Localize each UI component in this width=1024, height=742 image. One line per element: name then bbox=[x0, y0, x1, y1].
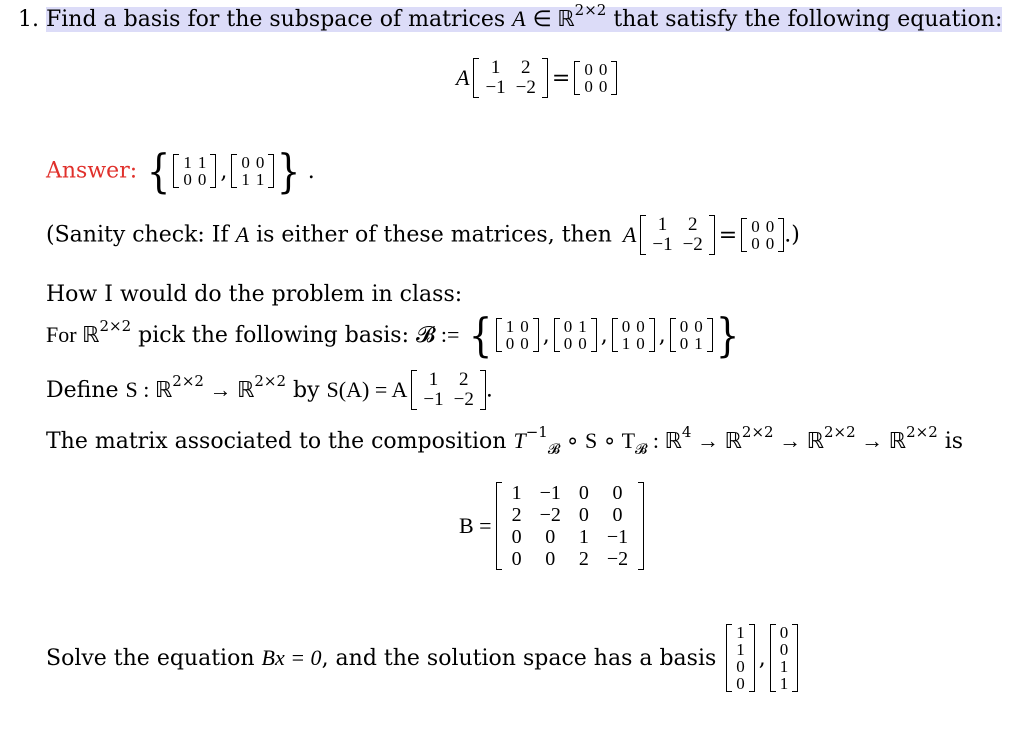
cell: 0 bbox=[584, 60, 593, 79]
cell: 0 bbox=[765, 217, 775, 236]
cell: 0 bbox=[578, 504, 589, 526]
define-arrow: → ℝ bbox=[203, 377, 255, 402]
cell: −2 bbox=[515, 77, 536, 98]
cell: 0 bbox=[779, 640, 789, 659]
cell: 0 bbox=[751, 234, 760, 253]
cell: 0 bbox=[563, 334, 573, 353]
left-brace: { bbox=[469, 308, 493, 362]
cell: 0 bbox=[563, 317, 573, 336]
define-period: . bbox=[485, 377, 493, 403]
basis-matrix-3 bbox=[612, 318, 655, 352]
cell: 2 bbox=[458, 369, 469, 390]
chain-exp2: 2×2 bbox=[741, 422, 774, 441]
cell: −1 bbox=[485, 77, 506, 98]
cell: −2 bbox=[606, 548, 629, 570]
statement-exp: 2×2 bbox=[574, 0, 607, 19]
cell: 0 bbox=[779, 623, 789, 642]
sanity-rhs-matrix bbox=[741, 218, 784, 252]
cell: 2 bbox=[687, 214, 698, 235]
cell: 0 bbox=[545, 548, 556, 570]
cell: 0 bbox=[520, 317, 529, 336]
solve-text bbox=[46, 646, 716, 671]
define-text bbox=[46, 371, 408, 403]
cell: 0 bbox=[598, 77, 608, 96]
cell: 1 bbox=[183, 153, 192, 172]
comma: , bbox=[758, 645, 766, 671]
b-matrix bbox=[496, 482, 645, 570]
composition-pre: The matrix associated to the composition bbox=[46, 429, 514, 454]
cell: 0 bbox=[636, 334, 645, 353]
cell: 1 bbox=[779, 657, 789, 676]
cell: 0 bbox=[505, 334, 515, 353]
define-exp1: 2×2 bbox=[172, 371, 204, 390]
define-rule: S(A) = A bbox=[326, 377, 408, 402]
composition-t-sub: 𝓑 bbox=[547, 441, 561, 458]
statement-pre: Find a basis for the subspace of matrices bbox=[46, 7, 513, 32]
composition-chain4: → ℝ bbox=[855, 428, 907, 453]
sanity-lhs-var: A bbox=[622, 222, 637, 247]
eq-rhs-matrix bbox=[574, 61, 617, 95]
composition-expr2-sub: 𝓑 bbox=[635, 441, 648, 458]
cell: 1 bbox=[578, 526, 589, 548]
statement-var: A bbox=[512, 6, 526, 31]
cell: −2 bbox=[539, 504, 561, 526]
cell: 2 bbox=[521, 57, 531, 78]
comma: , bbox=[542, 322, 550, 348]
composition-line bbox=[46, 422, 964, 458]
cell: 0 bbox=[545, 526, 556, 548]
solve-line bbox=[46, 624, 798, 692]
main-equation bbox=[452, 58, 617, 98]
define-pre: Define bbox=[46, 378, 126, 403]
cell: 1 bbox=[490, 57, 501, 78]
sanity-pre: (Sanity check: If bbox=[46, 222, 236, 248]
cell: 0 bbox=[612, 482, 623, 504]
cell: 1 bbox=[736, 640, 745, 659]
cell: 2 bbox=[578, 548, 589, 570]
cell: 0 bbox=[612, 504, 623, 526]
basis-pre: For ℝ bbox=[46, 322, 100, 347]
right-brace: } bbox=[277, 144, 301, 198]
sanity-mid: is either of these matrices, then bbox=[249, 222, 619, 248]
comma: , bbox=[600, 322, 608, 348]
cell: 0 bbox=[578, 334, 587, 353]
cell: 0 bbox=[520, 334, 529, 353]
cell: 1 bbox=[511, 482, 522, 504]
statement-in: ∈ ℝ bbox=[532, 6, 575, 31]
basis-matrix-4 bbox=[670, 318, 713, 352]
cell: 1 bbox=[657, 214, 668, 235]
cell: 0 bbox=[598, 60, 608, 79]
basis-mid: pick the following basis: bbox=[131, 323, 416, 348]
answer-matrix-1 bbox=[173, 154, 216, 188]
cell: −1 bbox=[539, 482, 561, 504]
answer-period: . bbox=[307, 158, 315, 184]
left-brace: { bbox=[147, 144, 171, 198]
b-matrix-block bbox=[455, 482, 644, 570]
cell: 0 bbox=[765, 234, 775, 253]
basis-text bbox=[46, 316, 460, 348]
sanity-equals: = bbox=[718, 222, 738, 248]
define-by: by bbox=[286, 378, 327, 403]
composition-expr2: ∘ S ∘ T bbox=[560, 428, 636, 453]
cell: 0 bbox=[511, 548, 522, 570]
cell: 1 bbox=[428, 369, 439, 390]
cell: 0 bbox=[751, 217, 760, 236]
cell: 1 bbox=[505, 317, 515, 336]
cell: 0 bbox=[736, 657, 745, 676]
define-map: S : ℝ bbox=[125, 377, 173, 402]
eq-equals: = bbox=[551, 65, 571, 91]
basis-line bbox=[46, 308, 742, 362]
composition-chain: : ℝ bbox=[647, 428, 682, 453]
cell: 1 bbox=[255, 170, 265, 189]
cell: −1 bbox=[652, 234, 673, 255]
cell: 1 bbox=[694, 334, 703, 353]
eq-lhs-var: A bbox=[456, 65, 470, 90]
cell: 1 bbox=[779, 674, 789, 693]
composition-t-sup: −1 bbox=[525, 422, 548, 441]
right-brace: } bbox=[715, 308, 740, 362]
cell: 0 bbox=[621, 317, 631, 336]
sanity-coef-matrix bbox=[640, 215, 714, 255]
cell: 1 bbox=[736, 623, 745, 642]
solve-eq: Bx = 0 bbox=[261, 645, 322, 670]
comma: , bbox=[658, 322, 666, 348]
answer-label: Answer: bbox=[46, 158, 138, 184]
eq-coef-matrix bbox=[473, 58, 547, 98]
chain-exp1: 4 bbox=[681, 422, 692, 441]
b-matrix-label: B = bbox=[459, 513, 492, 538]
define-line bbox=[46, 370, 493, 410]
cell: 1 bbox=[578, 317, 587, 336]
solution-vector-1 bbox=[726, 624, 755, 692]
problem-statement bbox=[18, 0, 1003, 32]
answer-matrix-2 bbox=[231, 154, 274, 188]
cell: 0 bbox=[679, 334, 689, 353]
solve-pre: Solve the equation bbox=[46, 646, 262, 671]
define-exp2: 2×2 bbox=[254, 371, 287, 390]
cell: 0 bbox=[679, 317, 689, 336]
chain-exp4: 2×2 bbox=[906, 422, 938, 441]
cell: 1 bbox=[241, 170, 250, 189]
class-heading: How I would do the problem in class: bbox=[46, 282, 463, 307]
cell: 0 bbox=[636, 317, 645, 336]
composition-post: is bbox=[937, 429, 964, 454]
cell: 0 bbox=[241, 153, 250, 172]
composition-t: T bbox=[513, 428, 526, 453]
basis-matrix-1 bbox=[496, 318, 539, 352]
answer-line bbox=[46, 144, 319, 198]
cell: 2 bbox=[511, 504, 522, 526]
comma: , bbox=[220, 158, 228, 184]
cell: 1 bbox=[197, 153, 207, 172]
cell: 0 bbox=[578, 482, 589, 504]
statement-post: that satisfy the following equation: bbox=[606, 7, 1003, 32]
cell: 0 bbox=[736, 674, 745, 693]
define-coef-matrix bbox=[411, 370, 485, 410]
solve-post: , and the solution space has a basis bbox=[321, 646, 717, 671]
problem-number: 1. bbox=[18, 7, 39, 32]
solution-vector-2 bbox=[770, 624, 799, 692]
cell: 0 bbox=[694, 317, 703, 336]
cell: 1 bbox=[621, 334, 631, 353]
sanity-close: .) bbox=[784, 222, 800, 248]
cell: −1 bbox=[606, 526, 629, 548]
composition-chain2: → ℝ bbox=[691, 428, 742, 453]
basis-matrix-2 bbox=[554, 318, 597, 352]
cell: −2 bbox=[682, 234, 703, 255]
cell: 0 bbox=[183, 170, 192, 189]
composition-chain3: → ℝ bbox=[773, 428, 824, 453]
cell: 0 bbox=[197, 170, 207, 189]
basis-exp: 2×2 bbox=[99, 316, 132, 335]
cell: −1 bbox=[423, 389, 444, 410]
cell: 0 bbox=[584, 77, 593, 96]
sanity-check bbox=[46, 215, 800, 255]
problem-text-highlight bbox=[46, 0, 1003, 32]
sanity-var: A bbox=[235, 222, 250, 247]
cell: 0 bbox=[255, 153, 265, 172]
chain-exp3: 2×2 bbox=[824, 422, 856, 441]
cell: −2 bbox=[453, 389, 474, 410]
basis-var: 𝓑 := bbox=[415, 322, 460, 347]
cell: 0 bbox=[511, 526, 522, 548]
